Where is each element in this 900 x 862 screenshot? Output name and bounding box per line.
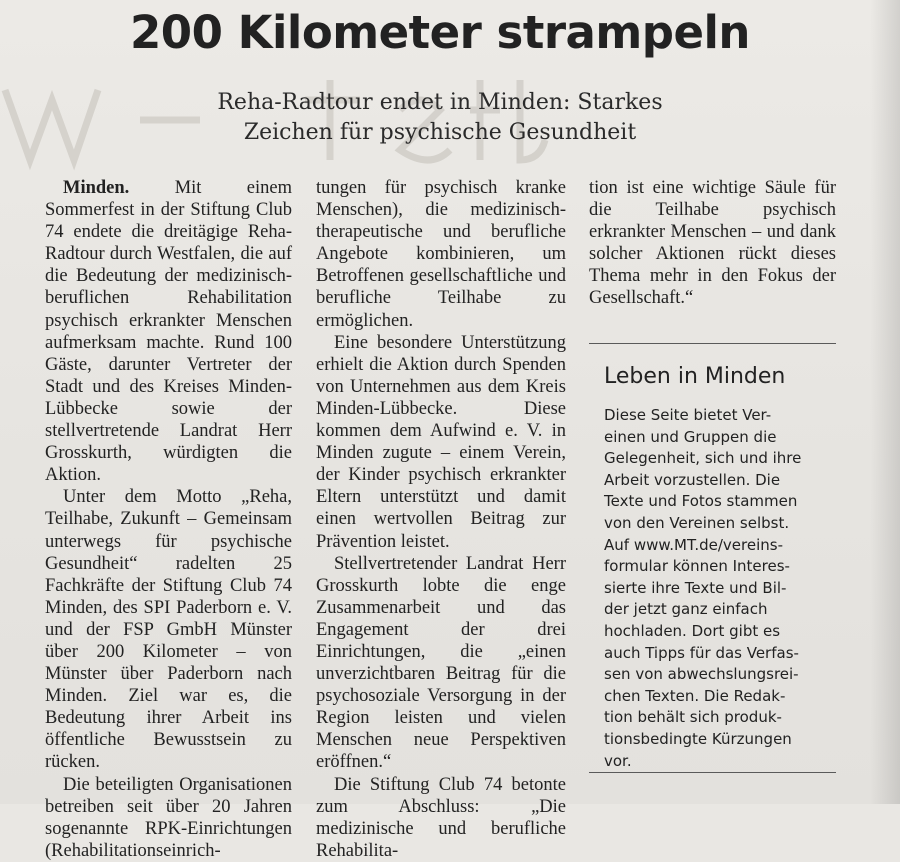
article-paragraph: Eine besondere Unterstützung erhielt die Aktion durch Spenden von Unternehmen aus dem Kreis Minden-Lübbecke. Diese kommen dem Aufwind e. V. in Minden zugute – einem Verein, der Kinder psychisch erkrankter Eltern unterstützt und damit einen wertvollen Beitrag zur Prävention leistet. <box>316 332 566 552</box>
subheadline-line: Reha-Radtour endet in Minden: Starkes <box>217 90 663 115</box>
subheadline-line: Zeichen für psychische Gesundheit <box>243 120 637 145</box>
infobox-line: Diese Seite bietet Ver- <box>604 406 772 424</box>
article-column-1 <box>45 177 292 862</box>
infobox-line: Auf www.MT.de/vereins- <box>604 535 783 554</box>
infobox-line: Arbeit vorzustellen. Die <box>604 470 781 489</box>
infobox-line: auch Tipps für das Verfas- <box>604 643 799 662</box>
infobox-line: sen von abwechslungsrei- <box>604 665 799 684</box>
article-headline: 200 Kilometer strampeln <box>130 6 750 59</box>
dateline: Minden. <box>63 178 130 198</box>
infobox-line: einen und Gruppen die <box>604 427 777 446</box>
article-column-3 <box>589 177 836 310</box>
article-column-2 <box>316 177 566 862</box>
infobox-line: chen Texten. Die Redak- <box>604 686 786 705</box>
paragraph-text: Mit einem Sommerfest in der Stiftung Club 74 endete die dreitägige Reha-Radtour durch Westfalen, die auf die Bedeutung der medizinisch-beruflichen Rehabilitation psychisch erkrankter Menschen aufmerksam machte. Rund 100 Gäste, darunter Vertreter der Stadt und des Kreises Minden-Lübbecke sowie der stellvertretende Landrat Herr Grosskurth, würdigten die Aktion. <box>45 178 292 486</box>
article-paragraph: Stellvertretender Landrat Herr Grosskurth lobte die enge Zusammenarbeit und das Engagement der drei Einrichtungen, die „einen unverzichtbaren Beitrag für die psychosoziale Versorgung in der Region leisten und vielen Menschen neue Perspektiven eröffnen.“ <box>316 553 566 773</box>
infobox-line: tion behält sich produk- <box>604 708 782 727</box>
infobox-line: Gelegenheit, sich und ihre <box>604 449 802 468</box>
article-paragraph <box>45 177 292 486</box>
article-paragraph: Unter dem Motto „Reha, Teilhabe, Zukunft – Gemeinsam unterwegs für psychische Gesundheit“ radelten 25 Fachkräfte der Stiftung Club 74 Minden, des SPI Paderborn e. V. und der FSP GmbH Münster über 200 Kilometer – von Münster über Paderborn nach Minden. Ziel war es, die Bedeutung ihrer Arbeit ins öffentliche Bewusstsein zu rücken. <box>45 487 292 773</box>
article-paragraph: Die beteiligten Organisationen betreiben seit über 20 Jahren sogenannte RPK-Einrichtungen (Rehabilitationseinrich- <box>45 774 292 861</box>
infobox-line: der jetzt ganz einfach <box>604 600 768 619</box>
infobox-line: von den Vereinen selbst. <box>604 513 790 532</box>
infobox-top-rule <box>589 343 836 344</box>
infobox-title: Leben in Minden <box>604 364 786 389</box>
infobox-line: Texte und Fotos stammen <box>604 492 798 511</box>
infobox-line: hochladen. Dort gibt es <box>604 621 781 640</box>
article-paragraph: tungen für psychisch kranke Menschen), die medizinisch-therapeutische und berufliche Angebote kombinieren, um Betroffenen gesellschaftliche und berufliche Teilhabe zu ermöglichen. <box>316 178 566 331</box>
infobox-bottom-rule <box>589 772 836 773</box>
scan-edge-shadow <box>870 0 900 804</box>
infobox-body <box>604 405 834 772</box>
infobox-line: tionsbedingte Kürzungen <box>604 729 792 748</box>
infobox-line: sierte ihre Texte und Bil- <box>604 578 787 597</box>
article-subheadline <box>0 88 880 148</box>
infobox-line: vor. <box>604 751 632 770</box>
article-paragraph: tion ist eine wichtige Säule für die Teilhabe psychisch erkrankter Menschen – und dank solcher Aktionen rückt dieses Thema mehr in den Fokus der Gesellschaft.“ <box>589 178 836 309</box>
infobox-line: formular können Interes- <box>604 557 790 576</box>
article-paragraph: Die Stiftung Club 74 betonte zum Abschluss: „Die medizinische und berufliche Rehabilita- <box>316 774 566 861</box>
